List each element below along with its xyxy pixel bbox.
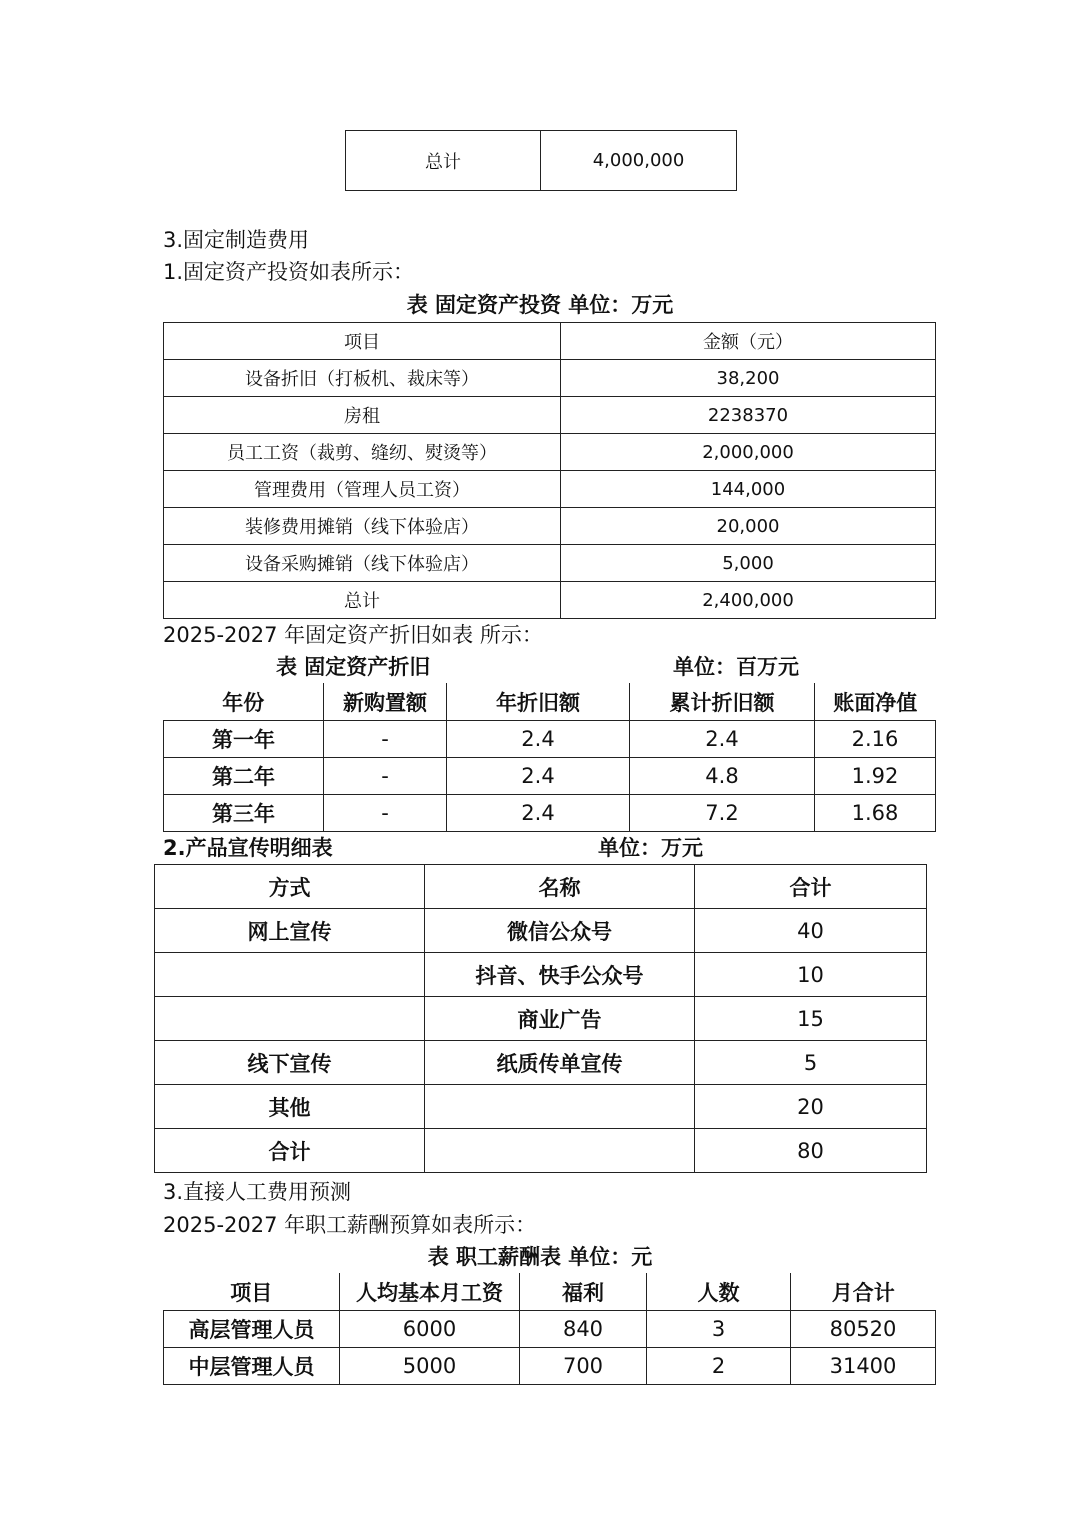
table-cell: 网上宣传 (155, 909, 425, 953)
column-header: 年折旧额 (447, 683, 630, 721)
table-cell: 5000 (340, 1348, 520, 1385)
depreciation-unit: 单位：百万元 (673, 655, 799, 679)
table-cell: - (324, 795, 447, 832)
depreciation-intro: 2025-2027 年固定资产折旧如表 所示： (163, 623, 543, 647)
table-row (164, 1348, 936, 1385)
table-cell: 设备折旧（打板机、裁床等） (164, 360, 561, 397)
table-cell: 线下宣传 (155, 1041, 425, 1085)
table-cell: 中层管理人员 (164, 1348, 340, 1385)
table-cell: 总计 (164, 582, 561, 619)
table-cell: 2238370 (561, 397, 936, 434)
column-header: 人均基本月工资 (340, 1273, 520, 1311)
column-header: 账面净值 (815, 683, 936, 721)
column-header: 方式 (155, 865, 425, 909)
table-row (164, 721, 936, 758)
table-cell: 房租 (164, 397, 561, 434)
table-cell: - (324, 721, 447, 758)
table-cell: 7.2 (630, 795, 815, 832)
table-cell: 38,200 (561, 360, 936, 397)
total-label: 总计 (346, 131, 541, 191)
table-row (346, 131, 737, 191)
table-row (155, 1041, 927, 1085)
column-header: 金额（元） (561, 323, 936, 360)
invest-intro: 1.固定资产投资如表所示： (163, 260, 415, 284)
column-header: 福利 (520, 1273, 647, 1311)
table-cell: 微信公众号 (425, 909, 695, 953)
table-row (164, 795, 936, 832)
table-cell: 1.68 (815, 795, 936, 832)
table-cell (425, 1085, 695, 1129)
table-row (164, 758, 936, 795)
table-cell: 装修费用摊销（线下体验店） (164, 508, 561, 545)
table-cell: 2.4 (447, 795, 630, 832)
column-header: 项目 (164, 323, 561, 360)
table-cell: 纸质传单宣传 (425, 1041, 695, 1085)
table-cell: 2.16 (815, 721, 936, 758)
table-cell: 40 (695, 909, 927, 953)
table-cell: 员工工资（裁剪、缝纫、熨烫等） (164, 434, 561, 471)
salary-table (163, 1273, 936, 1385)
table-row (155, 1129, 927, 1173)
table-row (155, 953, 927, 997)
table-cell: - (324, 758, 447, 795)
promotion-unit: 单位：万元 (598, 836, 703, 860)
promotion-table (154, 864, 927, 1173)
table-row (155, 1085, 927, 1129)
table-cell: 商业广告 (425, 997, 695, 1041)
table-cell: 抖音、快手公众号 (425, 953, 695, 997)
table-cell: 合计 (155, 1129, 425, 1173)
table-row (164, 434, 936, 471)
table-cell: 10 (695, 953, 927, 997)
labor-cost-heading: 3.直接人工费用预测 (163, 1180, 352, 1204)
salary-intro: 2025-2027 年职工薪酬预算如表所示： (163, 1213, 537, 1237)
table-row (164, 508, 936, 545)
table-cell: 2.4 (447, 721, 630, 758)
column-header: 合计 (695, 865, 927, 909)
table-row (155, 909, 927, 953)
column-header: 年份 (222, 690, 265, 715)
column-header: 人数 (647, 1273, 791, 1311)
table-cell (425, 1129, 695, 1173)
table-cell: 2,000,000 (561, 434, 936, 471)
table-row (164, 360, 936, 397)
total-value: 4,000,000 (541, 131, 737, 191)
table-cell: 1.92 (815, 758, 936, 795)
column-header: 名称 (425, 865, 695, 909)
column-header: 累计折旧额 (630, 683, 815, 721)
column-header: 月合计 (791, 1273, 936, 1311)
table-cell: 2 (647, 1348, 791, 1385)
table-cell: 2.4 (630, 721, 815, 758)
table-cell: 6000 (340, 1311, 520, 1348)
table-cell: 设备采购摊销（线下体验店） (164, 545, 561, 582)
table-cell: 700 (520, 1348, 647, 1385)
table-cell: 第三年 (164, 795, 324, 832)
table-cell: 5,000 (561, 545, 936, 582)
table-cell: 2.4 (447, 758, 630, 795)
table-cell: 20,000 (561, 508, 936, 545)
table-cell: 4.8 (630, 758, 815, 795)
table-cell: 15 (695, 997, 927, 1041)
table-cell: 高层管理人员 (164, 1311, 340, 1348)
table-cell: 5 (695, 1041, 927, 1085)
invest-table-title: 表 固定资产投资 单位：万元 (406, 293, 674, 317)
depreciation-table-title: 表 固定资产折旧 (276, 655, 431, 679)
column-header: 新购置额 (324, 683, 447, 721)
salary-table-title: 表 职工薪酬表 单位：元 (427, 1245, 653, 1269)
table-cell: 80 (695, 1129, 927, 1173)
table-row (164, 397, 936, 434)
table-header-row (164, 683, 936, 721)
promotion-table-title: 2.产品宣传明细表 (163, 836, 333, 860)
table-cell: 第二年 (164, 758, 324, 795)
table-cell: 2,400,000 (561, 582, 936, 619)
table-cell (155, 997, 425, 1041)
table-cell: 3 (647, 1311, 791, 1348)
column-header: 项目 (230, 1280, 273, 1305)
table-header-row (155, 865, 927, 909)
total-table (345, 130, 737, 191)
table-cell: 144,000 (561, 471, 936, 508)
section-heading-fixed-manufacturing: 3.固定制造费用 (163, 228, 310, 252)
depreciation-table (163, 683, 936, 832)
table-row (164, 471, 936, 508)
table-row (155, 997, 927, 1041)
table-cell (155, 953, 425, 997)
table-cell: 第一年 (164, 721, 324, 758)
table-cell: 31400 (791, 1348, 936, 1385)
table-row (164, 1311, 936, 1348)
table-cell: 管理费用（管理人员工资） (164, 471, 561, 508)
table-cell: 840 (520, 1311, 647, 1348)
table-row (164, 582, 936, 619)
table-cell: 20 (695, 1085, 927, 1129)
table-row (164, 545, 936, 582)
table-header-row (164, 323, 936, 360)
invest-table (163, 322, 936, 619)
table-header-row (164, 1273, 936, 1311)
table-cell: 其他 (155, 1085, 425, 1129)
table-cell: 80520 (791, 1311, 936, 1348)
